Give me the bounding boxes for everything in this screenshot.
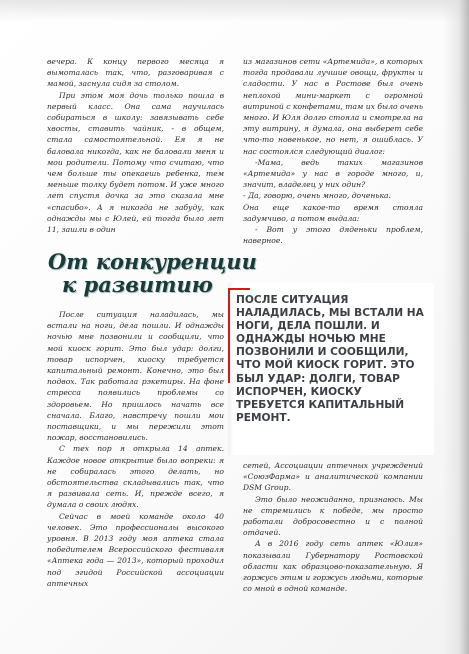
scan-edge <box>443 0 469 654</box>
paragraph: сетей, Ассоциации аптечных учреждений «СоюзФарма» и аналитической компании DSM Group. <box>243 461 423 493</box>
column-1-top <box>47 56 224 235</box>
dialog-line: -Мама, ведь таких магазинов «Артемида» у нас в городе много, и, значит, владелец у них один? <box>243 157 423 190</box>
paragraph: из магазинов сети «Артемида», в которых тогда продавали лучшие овощи, фрукты и сладости. У нас в Ростове был очень неплохой мини-маркет с огромной витриной с конфетами, там их было очень много. И Юля долго стояла и смотрела на эту витрину, я думала, она выберет себе что-то новенькое, но нет, я ошиблась. У нас состоялся следующий диалог: <box>243 57 423 156</box>
quote-accent-vertical <box>228 288 230 383</box>
quote-accent-horizontal <box>228 288 250 290</box>
paragraph: При этом моя дочь только пошла в первый класс. Она сама научилась собираться в школу: завязывать себе хвосты, ставить чайник, - в общем, стала самостоятельной. Ея я не баловала никогда, как не баловали меня и мои родители. Потому что считаю, что чем больше ты опекаешь ребенка, тем меньше толку будет потом. И уже много лет спустя дочка за это сказала мне «спасибо». А я никогда не забуду, как однажды мы с Юлей, ей тогда было лет 11, зашли в один <box>47 90 224 235</box>
dialog-line: - Вот у этого дяденьки проблем, наверное. <box>243 225 423 246</box>
paragraph: А в 2016 году сеть аптек «Юлия» показывали Губернатору Ростовской области как образцово-показательную. Я горжусь этим и горжусь людьми, которые со мной в одной команде. <box>243 539 423 594</box>
dialog-line: Она еще какое-то время стояла задумчиво, а потом выдала: <box>243 202 423 223</box>
column-2-top <box>243 56 423 246</box>
section-heading <box>48 250 258 296</box>
scan-shadow <box>0 0 469 22</box>
heading-line-1: От конкуренции <box>48 249 257 274</box>
paragraph: Сейчас в моей команде около 40 человек. Это профессионалы высокого уровня. В 2013 году моя аптека стала победителем Всероссийского фестиваля «Аптека года — 2013», который проходил под эгидой Российской ассоциации аптечных <box>47 511 224 588</box>
heading-line-2: к развитию <box>62 272 213 297</box>
column-1-bottom <box>47 309 224 589</box>
paragraph: Это было неожиданно, признаюсь. Мы не стремились к победе, мы просто работали добросовестно и с полной отдачей. <box>243 494 423 538</box>
paragraph: вечера. К концу первого месяца я вымоталась так, что, разговаривая с мамой, заснула сидя за столом. <box>47 57 224 89</box>
paragraph: После ситуация наладилась, мы встали на ноги, дела пошли. И однажды ночью мне позвонили и сообщили, что мой киоск горит. Это был удар: долги, товар испорчен, киоску требуется капитальный ремонт. Конечно, это был подвох. Так работала рэкетиры. На фоне стресса появились проблемы со здоровьем. Но пришлось начать все сначала. Благо, навстречу пошли мои поставщики, и мы пережили этот пожар, восстановились. <box>47 310 224 443</box>
dialog-line: - Да, говорю, очень много, доченька. <box>243 191 391 201</box>
paragraph: С тех пор я открыла 14 аптек. Каждое новое открытие было вопреки: я не собиралась этого делать, но обстоятельства складывались так, что я развивала сеть. И, прежде всего, я думала о своих людях. <box>47 444 224 510</box>
pull-quote-text: ПОСЛЕ СИТУАЦИЯ НАЛАДИЛАСЬ, МЫ ВСТАЛИ НА НОГИ, ДЕЛА ПОШЛИ. И ОДНАЖДЫ НОЧЬЮ МНЕ ПОЗВОНИЛИ И СООБЩИЛИ, ЧТО МОЙ КИОСК ГОРИТ. ЭТО БЫЛ УДАР: ДОЛГИ, ТОВАР ИСПОРЧЕН, КИОСКУ ТРЕБУЕТСЯ КАПИТАЛЬНЫЙ РЕМОНТ. <box>236 294 424 424</box>
column-2-bottom <box>243 460 423 594</box>
